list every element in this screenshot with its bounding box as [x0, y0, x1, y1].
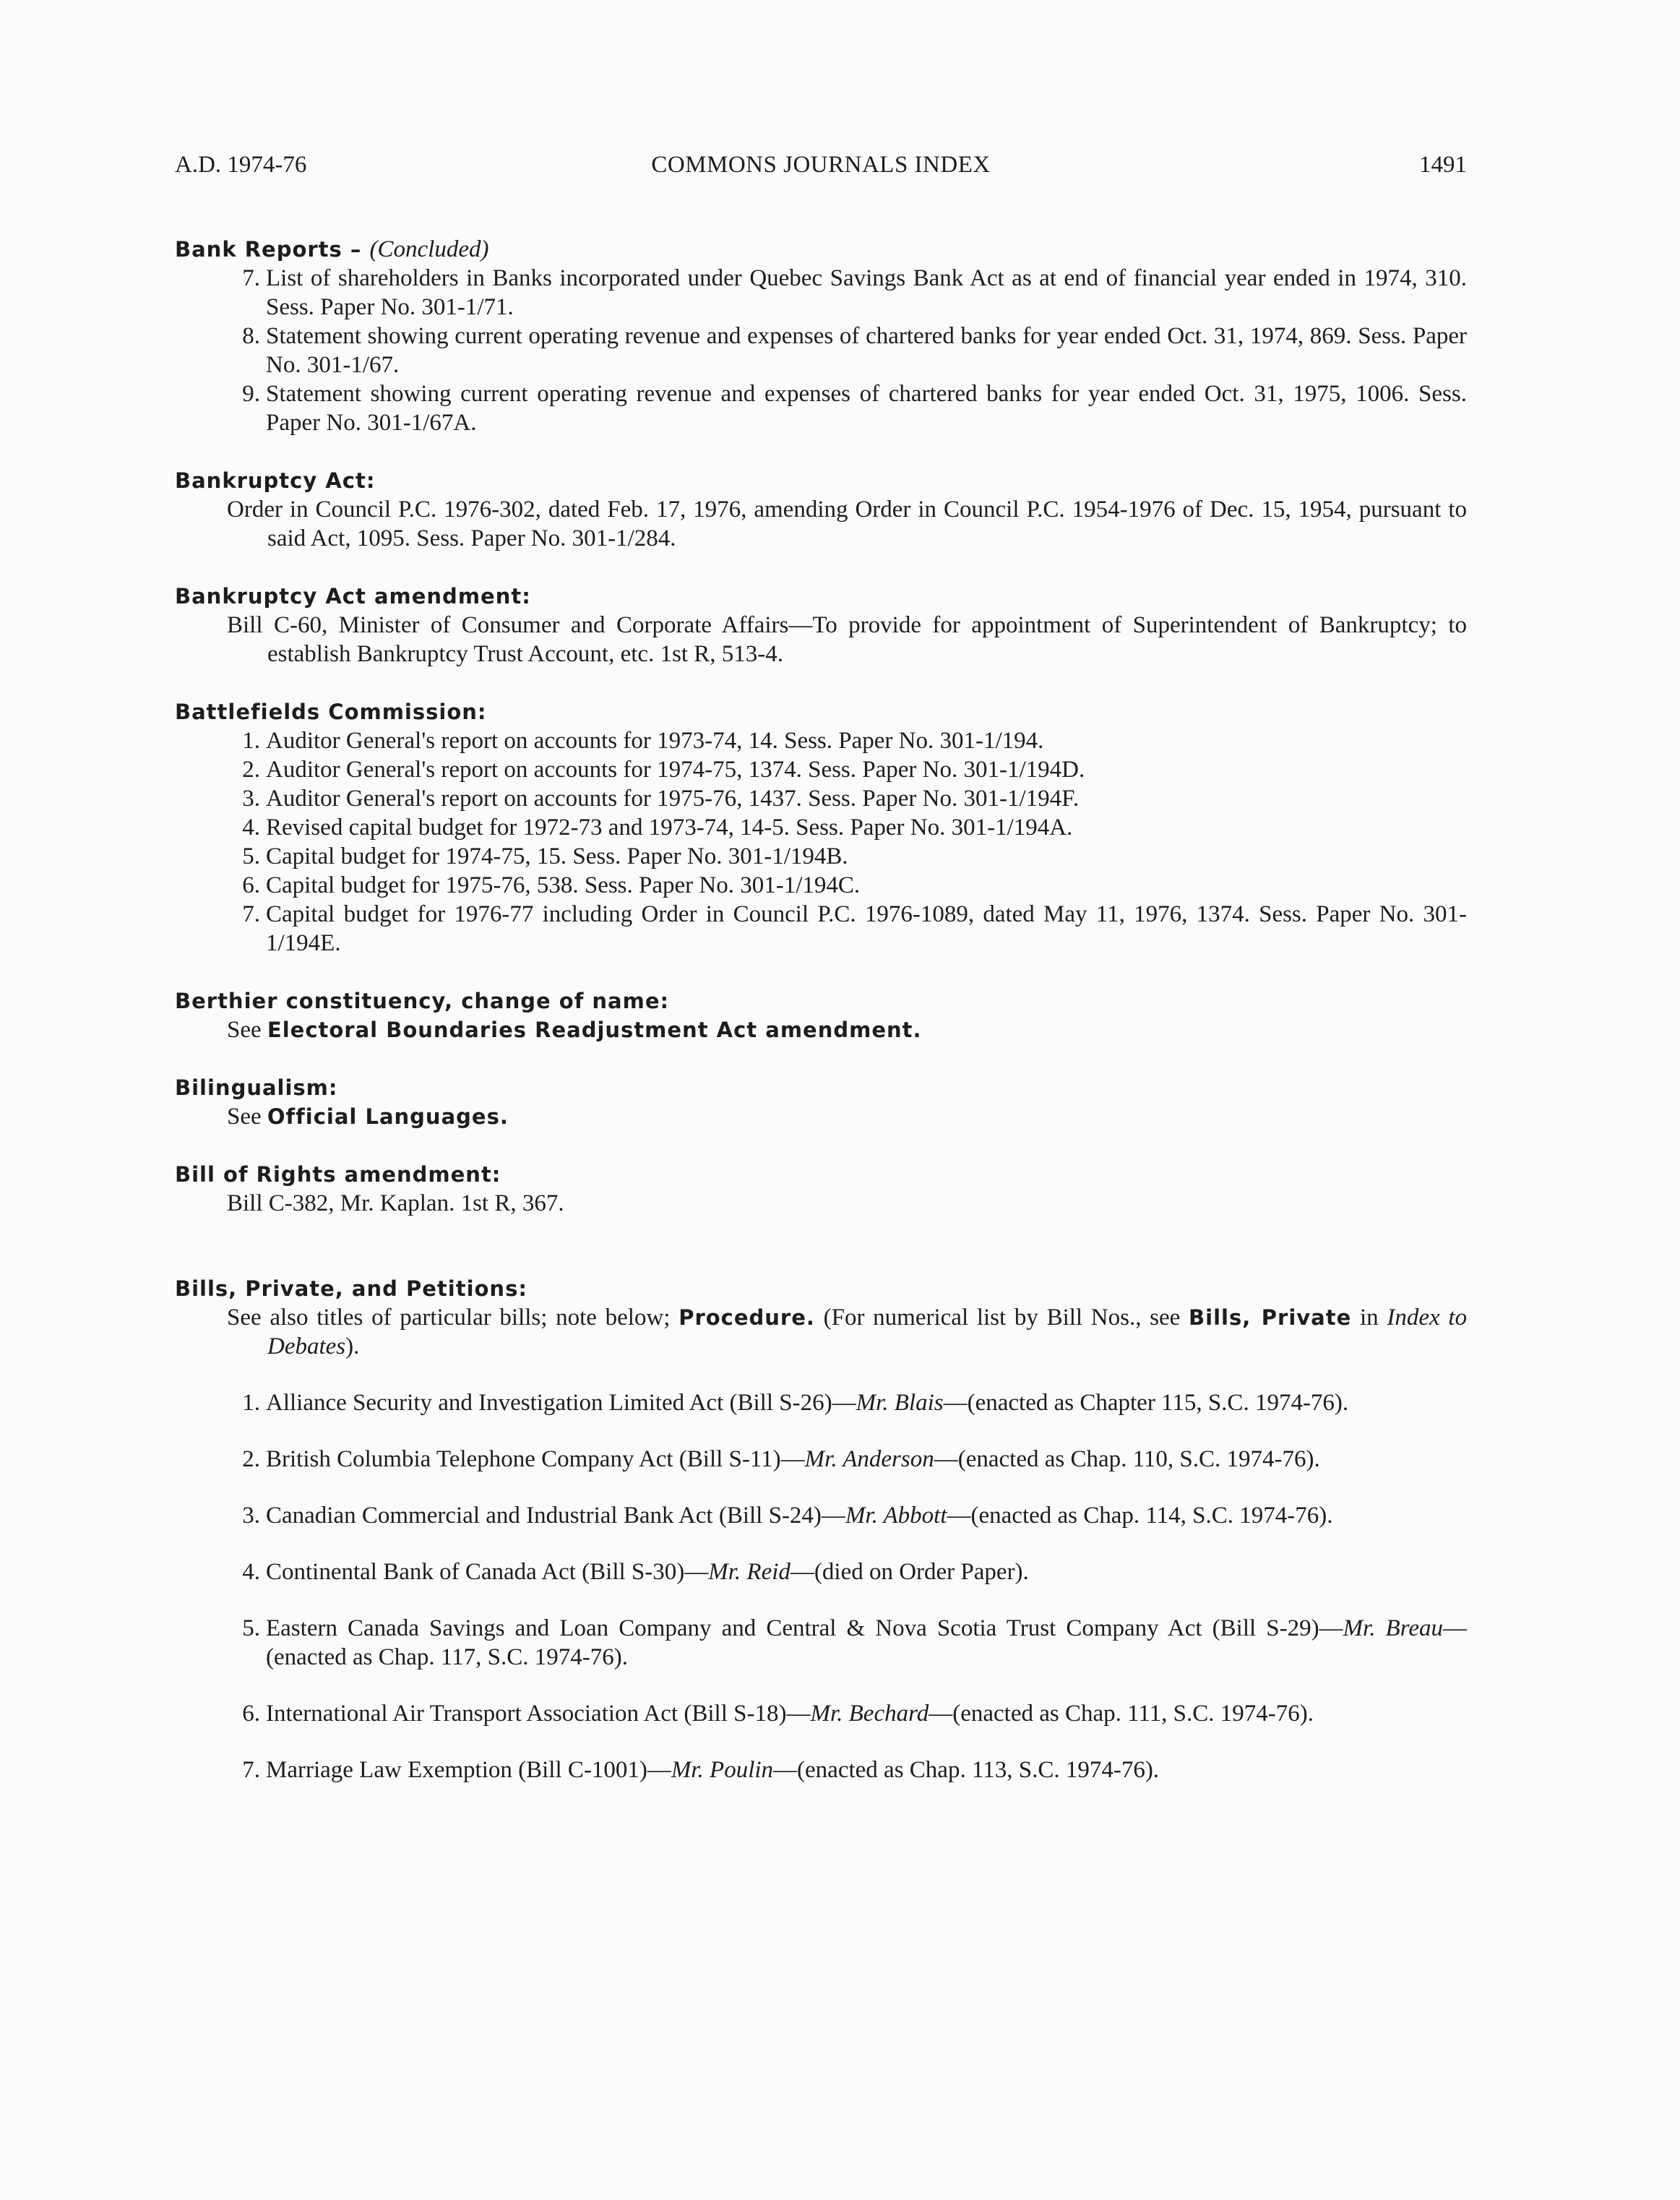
- list-item: 5. Capital budget for 1974-75, 15. Sess. Paper No. 301-1/194B.: [242, 843, 848, 869]
- list-item: 3. Canadian Commercial and Industrial Bank Act (Bill S-24)—Mr. Abbott—(enacted as Chap. 114, S.C. 1974-76).: [242, 1503, 1333, 1529]
- list-item: 9. Statement showing current operating revenue and expenses of chartered banks for year ended Oct. 31, 1975, 1006. Sess. Paper No. 301-1/67A.: [242, 381, 1467, 436]
- list-item: 1. Alliance Security and Investigation Limited Act (Bill S-26)—Mr. Blais—(enacted as Chapter 115, S.C. 1974-76).: [242, 1390, 1349, 1416]
- entry-text: Order in Council P.C. 1976-302, dated Feb. 17, 1976, amending Order in Council P.C. 1954-1976 of Dec. 15, 1954, pursuant to said Act, 1095. Sess. Paper No. 301-1/284.: [227, 497, 1467, 551]
- entry-bilingualism: [175, 1073, 1467, 1131]
- header-title: COMMONS JOURNALS INDEX: [651, 152, 991, 178]
- list-item: 5. Eastern Canada Savings and Loan Company and Central & Nova Scotia Trust Company Act (Bill S-29)—Mr. Breau—(enacted as Chap. 117, S.C. 1974-76).: [242, 1615, 1467, 1670]
- entry-bills-private: [175, 1274, 1467, 1784]
- entry-battlefields-commission: [175, 697, 1467, 958]
- entry-heading: Bankruptcy Act amendment:: [175, 584, 531, 609]
- entry-heading: Battlefields Commission:: [175, 700, 487, 724]
- entry-bill-of-rights: [175, 1160, 1467, 1218]
- entry-bankruptcy-amendment: [175, 582, 1467, 669]
- entry-bank-reports: [175, 235, 1467, 437]
- entry-text: Bill C-382, Mr. Kaplan. 1st R, 367.: [227, 1190, 564, 1216]
- entry-text: See Electoral Boundaries Readjustment Act amendment.: [227, 1017, 922, 1043]
- list-item: 7. List of shareholders in Banks incorporated under Quebec Savings Bank Act as at end of financial year ended in 1974, 310. Sess. Paper No. 301-1/71.: [242, 265, 1467, 320]
- list-item: 6. International Air Transport Association Act (Bill S-18)—Mr. Bechard—(enacted as Chap. 111, S.C. 1974-76).: [242, 1701, 1314, 1727]
- entry-heading: Bank Reports – (Concluded): [175, 236, 489, 262]
- entry-berthier: [175, 987, 1467, 1044]
- entry-intro: See also titles of particular bills; note below; Procedure. (For numerical list by Bill Nos., see Bills, Private in Index to Debates).: [227, 1305, 1468, 1359]
- entry-heading: Bankruptcy Act:: [175, 468, 376, 493]
- entry-heading: Berthier constituency, change of name:: [175, 989, 670, 1013]
- list-item: 4. Revised capital budget for 1972-73 and 1973-74, 14-5. Sess. Paper No. 301-1/194A.: [242, 815, 1073, 841]
- entry-bankruptcy-act: [175, 466, 1467, 553]
- entry-heading: Bill of Rights amendment:: [175, 1162, 501, 1187]
- list-item: 1. Auditor General's report on accounts for 1973-74, 14. Sess. Paper No. 301-1/194.: [242, 728, 1044, 754]
- list-item: 2. Auditor General's report on accounts for 1974-75, 1374. Sess. Paper No. 301-1/194D.: [242, 757, 1085, 783]
- index-content: [175, 235, 1467, 1784]
- entry-heading: Bills, Private, and Petitions:: [175, 1276, 527, 1301]
- list-item: 7. Capital budget for 1976-77 including Order in Council P.C. 1976-1089, dated May 11, 1976, 1374. Sess. Paper No. 301-1/194E.: [242, 901, 1467, 956]
- list-item: 8. Statement showing current operating revenue and expenses of chartered banks for year ended Oct. 31, 1974, 869. Sess. Paper No. 301-1/67.: [242, 323, 1467, 378]
- list-item: 4. Continental Bank of Canada Act (Bill S-30)—Mr. Reid—(died on Order Paper).: [242, 1559, 1029, 1585]
- list-item: 2. British Columbia Telephone Company Act (Bill S-11)—Mr. Anderson—(enacted as Chap. 110, S.C. 1974-76).: [242, 1446, 1320, 1472]
- private-bills-list: [175, 1388, 1467, 1784]
- list-item: 7. Marriage Law Exemption (Bill C-1001)—Mr. Poulin—(enacted as Chap. 113, S.C. 1974-76).: [242, 1757, 1160, 1783]
- list-item: 6. Capital budget for 1975-76, 538. Sess. Paper No. 301-1/194C.: [242, 872, 861, 898]
- entry-text: See Official Languages.: [227, 1104, 509, 1130]
- entry-text: Bill C-60, Minister of Consumer and Corporate Affairs—To provide for appointment of Superintendent of Bankruptcy; to establish Bankruptcy Trust Account, etc. 1st R, 513-4.: [227, 612, 1467, 667]
- list-item: 3. Auditor General's report on accounts for 1975-76, 1437. Sess. Paper No. 301-1/194F.: [242, 786, 1080, 812]
- cross-reference: Electoral Boundaries Readjustment Act amendment.: [267, 1018, 922, 1042]
- page-header: [175, 152, 1467, 188]
- battlefields-list: [175, 726, 1467, 958]
- bank-reports-list: [175, 264, 1467, 437]
- page-number: 1491: [1419, 152, 1467, 178]
- entry-heading: Bilingualism:: [175, 1075, 338, 1100]
- cross-reference: Official Languages.: [267, 1104, 509, 1129]
- header-date-range: A.D. 1974-76: [175, 152, 307, 178]
